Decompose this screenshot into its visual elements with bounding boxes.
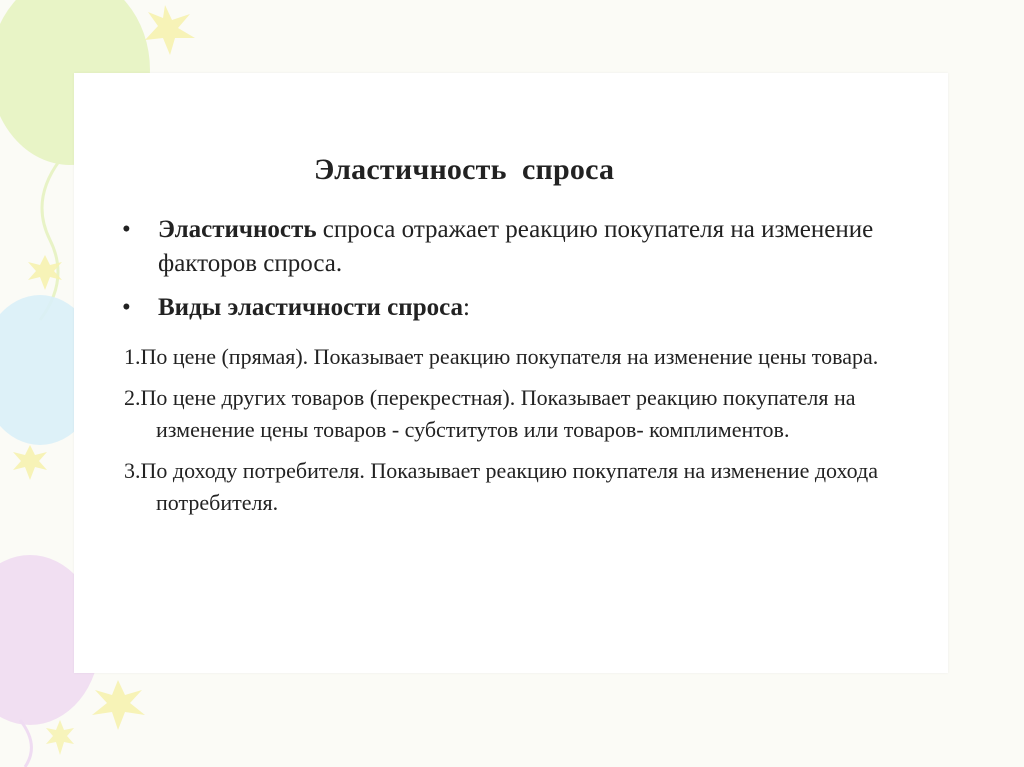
bullet-item bbox=[122, 291, 922, 325]
numbered-list bbox=[124, 341, 924, 528]
bullet-item bbox=[122, 213, 922, 281]
bullet-bold-text: Виды эластичности спроса bbox=[158, 294, 463, 321]
bullet-dot-icon: • bbox=[122, 216, 131, 243]
star-shape bbox=[46, 720, 74, 755]
star-shape bbox=[92, 680, 145, 730]
list-item: 3.По доходу потребителя. Показывает реакцию покупателя на изменение дохода потребителя. bbox=[124, 458, 878, 515]
list-item: 2.По цене других товаров (перекрестная). Показывает реакцию покупателя на изменение цены товаров - субститутов или товаров- комплиментов. bbox=[124, 385, 856, 442]
slide-panel bbox=[74, 73, 948, 673]
star-shape bbox=[13, 445, 47, 480]
purple-balloon-string bbox=[20, 720, 31, 767]
bullet-list bbox=[122, 213, 922, 335]
slide-title: Эластичность спроса bbox=[314, 153, 615, 186]
bullet-text: : bbox=[463, 294, 470, 321]
list-item: 1.По цене (прямая). Показывает реакцию покупателя на изменение цены товара. bbox=[124, 344, 879, 369]
bullet-text: спроса отражает реакцию покупателя на изменение факторов спроса. bbox=[158, 216, 874, 277]
bullet-bold-text: Эластичность bbox=[158, 216, 317, 243]
star-shape bbox=[145, 5, 195, 55]
bullet-dot-icon: • bbox=[122, 294, 131, 321]
